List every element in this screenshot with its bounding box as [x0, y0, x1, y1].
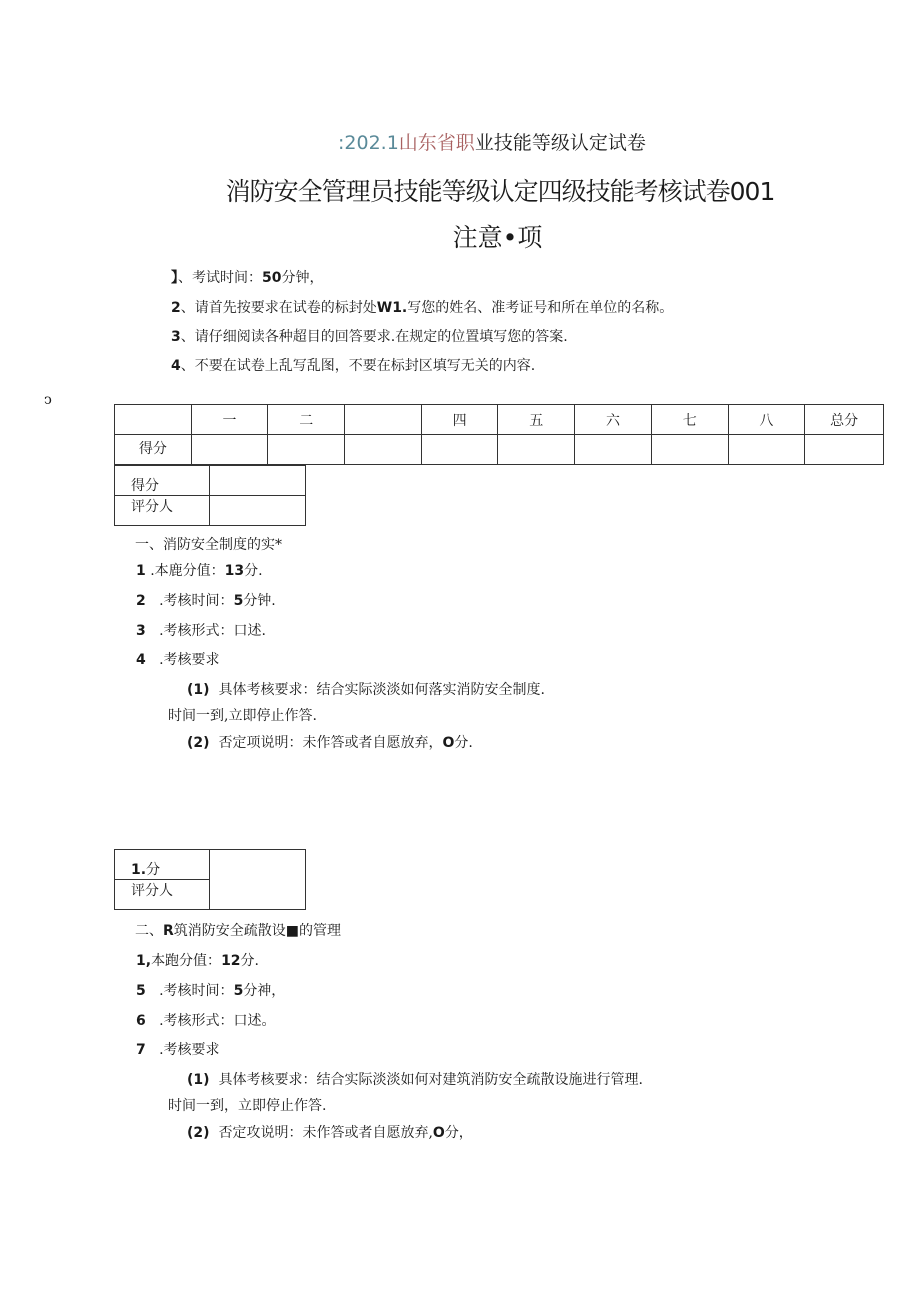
req-num: (1): [187, 1072, 210, 1088]
item-tail: 分.: [244, 563, 263, 579]
req-num: (2): [187, 1125, 210, 1141]
section-2-item-3: [136, 1010, 276, 1030]
req-num: (1): [187, 682, 210, 698]
section-2-title-pre: 二、: [135, 923, 163, 939]
req-tail: 分，: [444, 1125, 473, 1141]
section-2-title-box: ■: [285, 923, 300, 939]
note-3-num: 3: [171, 329, 181, 345]
grader-box-1-grader-label: 评分人: [115, 496, 210, 526]
score-cell[interactable]: [345, 435, 422, 465]
note-1-bold: 50: [262, 270, 282, 286]
item-bold: 13: [224, 563, 245, 579]
item-bold: 5: [233, 593, 244, 609]
score-header-cell: 六: [575, 405, 652, 435]
section-1-title: 一、消防安全制度的实*: [135, 537, 282, 553]
grader-box-2: [114, 849, 306, 910]
score-header-cell: 一: [191, 405, 268, 435]
item-text: .考核时间：: [159, 983, 234, 999]
note-3-text: 、请仔细阅读各种超目的回答要求.在规定的位置填写您的答案.: [180, 329, 568, 345]
section-2-item-2: [136, 980, 285, 1000]
grader-box-2-cell[interactable]: [210, 850, 306, 910]
score-header-cell: 四: [421, 405, 498, 435]
score-cell[interactable]: [498, 435, 575, 465]
section-2-req-2: [187, 1122, 473, 1142]
score-header-cell: 总分: [805, 405, 884, 435]
note-4: [171, 355, 535, 375]
item-num: 6: [136, 1013, 146, 1029]
item-tail: 分神，: [243, 983, 286, 999]
section-1-item-4: [136, 649, 220, 669]
item-text: 本跑分值：: [151, 953, 222, 969]
item-num: 3: [136, 623, 146, 639]
section-1-item-2: [136, 590, 276, 610]
note-1-num: 】: [171, 270, 178, 286]
note-3: [171, 326, 568, 346]
score-cell[interactable]: [805, 435, 884, 465]
note-4-num: 4: [171, 358, 181, 374]
item-tail: 分.: [240, 953, 259, 969]
score-table-score-row: [115, 435, 884, 465]
note-4-text: 、不要在试卷上乱写乱图，不要在标封区填写无关的内容.: [180, 358, 536, 374]
score-cell[interactable]: [421, 435, 498, 465]
grader-box-1-score-cell[interactable]: [210, 466, 306, 496]
score-cell[interactable]: [728, 435, 805, 465]
req-tail: 分.: [454, 735, 473, 751]
item-text: .考核形式：口述.: [159, 623, 267, 639]
grader-box-2-score-bold: 1.: [131, 862, 147, 878]
section-2-title-mid: 筑消防安全疏散设: [173, 923, 286, 939]
item-num: 7: [136, 1042, 146, 1058]
notice-title: 注意•项: [452, 223, 543, 252]
margin-mark: ↄ: [44, 392, 52, 408]
note-2-tail: 写您的姓名、准考证号和所在单位的名称。: [407, 300, 674, 316]
item-tail: 分钟.: [243, 593, 276, 609]
section-1-item-1: [136, 560, 263, 580]
score-header-cell: 八: [728, 405, 805, 435]
grader-box-2-score-label: [115, 850, 210, 880]
req-num: (2): [187, 735, 210, 751]
section-2-title-tail: 的管理: [299, 923, 342, 939]
grader-box-2-grader-label: 评分人: [115, 880, 210, 910]
note-2-bold: W1.: [376, 300, 408, 316]
section-1-req-1: [187, 679, 545, 699]
req-text: 具体考核要求：结合实际淡淡如何对建筑消防安全疏散设施进行管理.: [218, 1072, 643, 1088]
section-1-item-3: [136, 620, 266, 640]
section-2-item-4: [136, 1039, 220, 1059]
section-2-title: [135, 920, 341, 940]
section-2-time-note: 时间一到，立即停止作答.: [168, 1098, 327, 1114]
score-table: [114, 404, 884, 465]
score-cell[interactable]: [191, 435, 268, 465]
section-1-req-2: [187, 732, 473, 752]
item-text: .考核要求: [159, 652, 220, 668]
score-row-label: 得分: [115, 435, 192, 465]
grader-box-1: [114, 465, 306, 526]
score-header-cell: 五: [498, 405, 575, 435]
item-num: 1: [136, 563, 146, 579]
item-text: .本鹿分值：: [150, 563, 225, 579]
score-table-header-row: [115, 405, 884, 435]
score-header-cell: 七: [651, 405, 728, 435]
item-text: .考核形式：口述。: [159, 1013, 276, 1029]
note-2-num: 2: [171, 300, 181, 316]
note-2-text: 、请首先按要求在试卷的标封处: [180, 300, 377, 316]
section-2-item-1: [136, 950, 259, 970]
grader-box-1-grader-cell[interactable]: [210, 496, 306, 526]
item-num: 2: [136, 593, 146, 609]
exam-series-header: [338, 128, 646, 155]
req-text: 否定攻说明：未作答或者自愿放弃,: [218, 1125, 433, 1141]
item-text: .考核要求: [159, 1042, 220, 1058]
section-2-title-bold: R: [163, 923, 174, 939]
grader-box-2-score-text: 分: [146, 862, 161, 878]
item-num: 1,: [136, 953, 152, 969]
note-1: [171, 267, 323, 287]
item-num: 5: [136, 983, 146, 999]
grader-box-1-score-label: 得分: [115, 466, 210, 496]
item-text: .考核时间：: [159, 593, 234, 609]
score-cell[interactable]: [268, 435, 345, 465]
item-bold: 12: [221, 953, 241, 969]
header-part3: 业技能等级认定试卷: [474, 132, 646, 154]
item-num: 4: [136, 652, 146, 668]
section-2-req-1: [187, 1069, 643, 1089]
req-text: 否定项说明：未作答或者自愿放弃，: [218, 735, 443, 751]
score-cell[interactable]: [575, 435, 652, 465]
note-1-tail: 分钟，: [281, 270, 324, 286]
item-bold: 5: [233, 983, 244, 999]
score-header-cell: [115, 405, 192, 435]
note-2: [171, 297, 673, 317]
req-bold: O: [442, 735, 455, 751]
header-part1: :202.1: [338, 132, 399, 154]
score-header-cell: 二: [268, 405, 345, 435]
req-bold: O: [432, 1125, 445, 1141]
header-part2: 山东省职: [398, 132, 475, 154]
score-cell[interactable]: [651, 435, 728, 465]
score-header-cell: [345, 405, 422, 435]
note-1-text: 、考试时间：: [178, 270, 262, 286]
req-text: 具体考核要求：结合实际淡淡如何落实消防安全制度.: [218, 682, 545, 698]
exam-title: 消防安全管理员技能等级认定四级技能考核试卷001: [225, 177, 775, 206]
section-1-time-note: 时间一到,立即停止作答.: [168, 708, 317, 724]
